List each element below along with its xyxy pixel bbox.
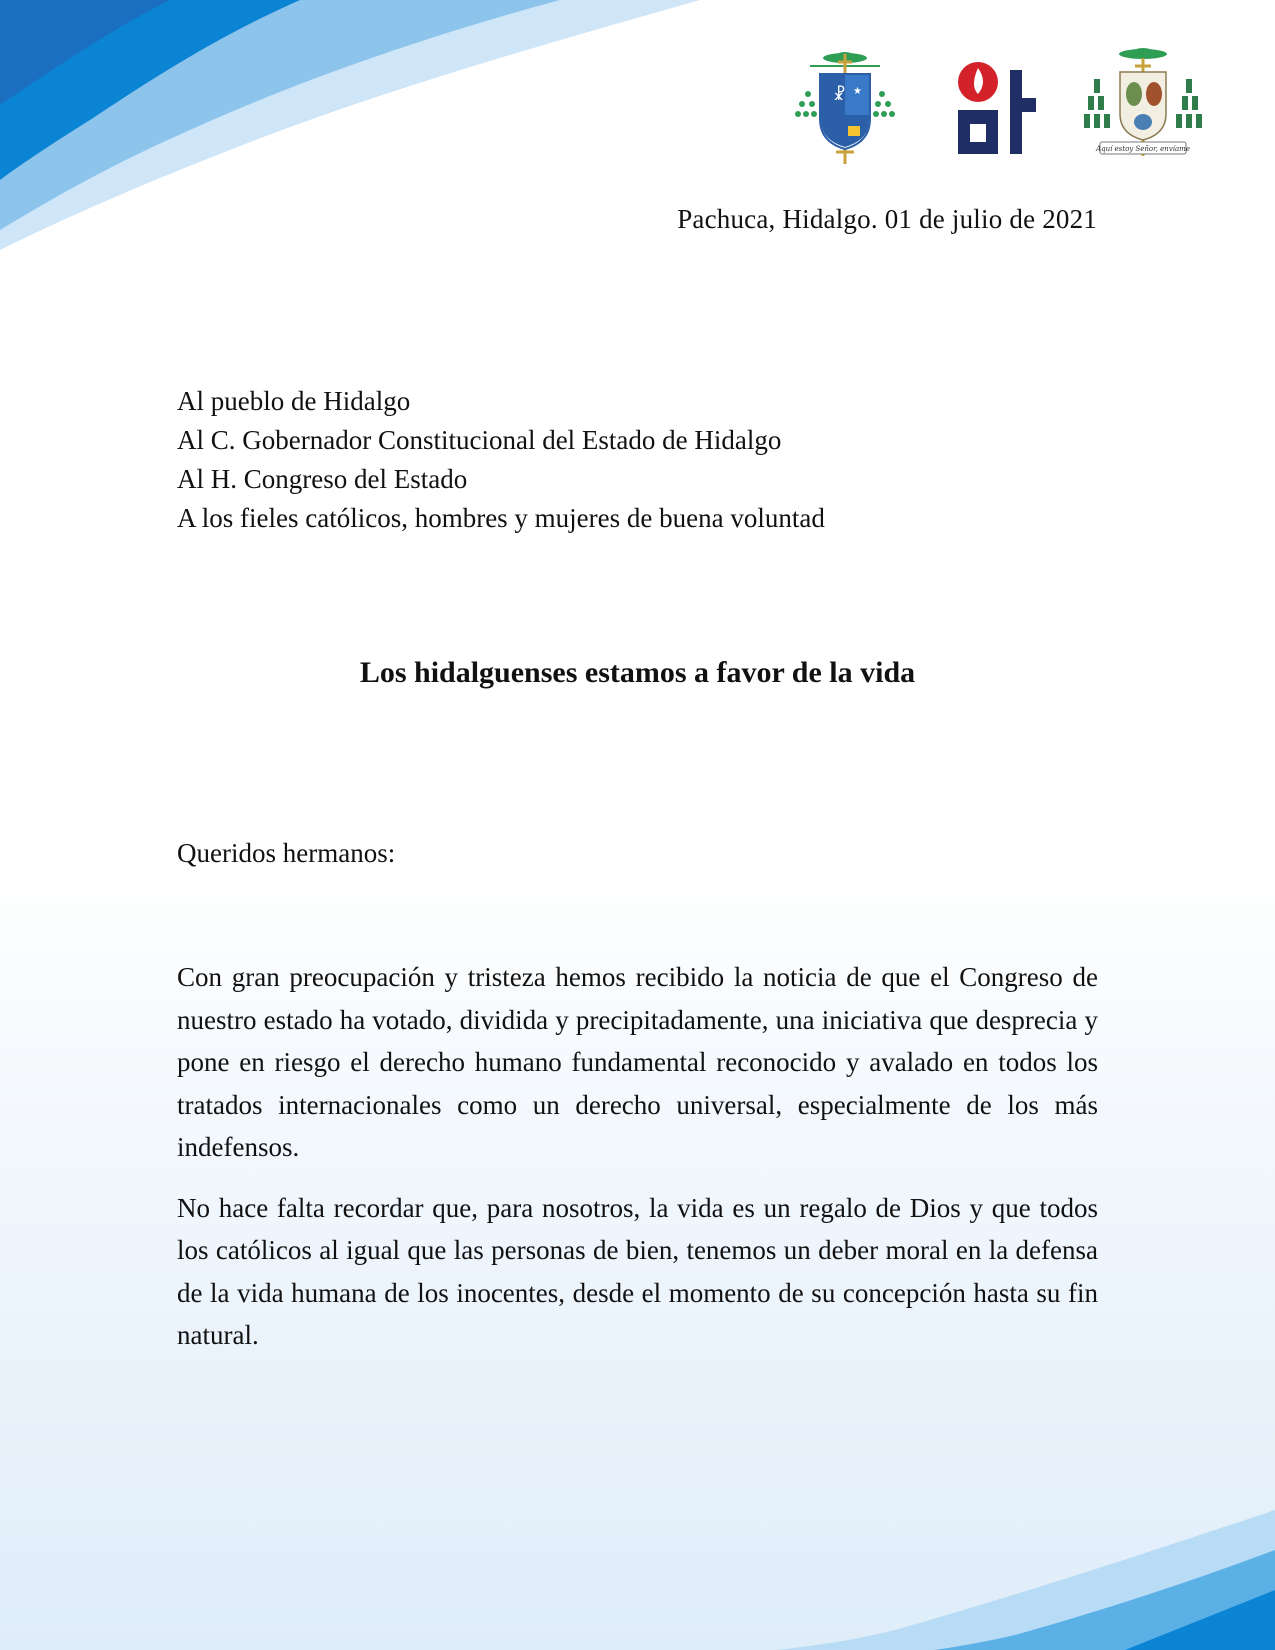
svg-text:★: ★ <box>853 86 862 97</box>
letter-body <box>177 956 1098 1375</box>
dt-logo-icon <box>952 58 1040 158</box>
body-paragraph: No hace falta recordar que, para nosotros, la vida es un regalo de Dios y que todos los católicos al igual que las personas de bien, tenemos un deber moral en la defensa de la vida humana de los inocentes, desde el momento de su concepción hasta su fin natural. <box>177 1192 1098 1350</box>
episcopal-seal-icon <box>1082 44 1204 164</box>
bottom-wave-decoration <box>775 1480 1275 1650</box>
top-wave-decoration <box>0 0 720 260</box>
seal-motto: Aquí estoy Señor, envíame <box>1096 145 1190 153</box>
letter-date: Pachuca, Hidalgo. 01 de julio de 2021 <box>677 204 1097 234</box>
recipient-line: Al H. Congreso del Estado <box>177 464 468 494</box>
header-logos <box>790 44 1210 174</box>
recipient-line: A los fieles católicos, hombres y mujeres de buena voluntad <box>177 503 825 533</box>
salutation: Queridos hermanos: <box>177 838 396 868</box>
letter-title: Los hidalguenses estamos a favor de la vida <box>359 656 916 689</box>
svg-text:☧: ☧ <box>833 85 846 104</box>
recipients-list <box>177 382 825 538</box>
recipient-line: Al C. Gobernador Constitucional del Estado de Hidalgo <box>177 425 782 455</box>
recipient-line: Al pueblo de Hidalgo <box>177 386 411 416</box>
body-paragraph: Con gran preocupación y tristeza hemos recibido la noticia de que el Congreso de nuestro estado ha votado, dividida y precipitadamente, una iniciativa que desprecia y pone en riesgo el derecho humano fundamental reconocido y avalado en todos los tratados internacionales como un derecho universal, especialmente de los más indefensos. <box>177 962 1098 1162</box>
episcopal-seal-icon <box>790 44 900 169</box>
